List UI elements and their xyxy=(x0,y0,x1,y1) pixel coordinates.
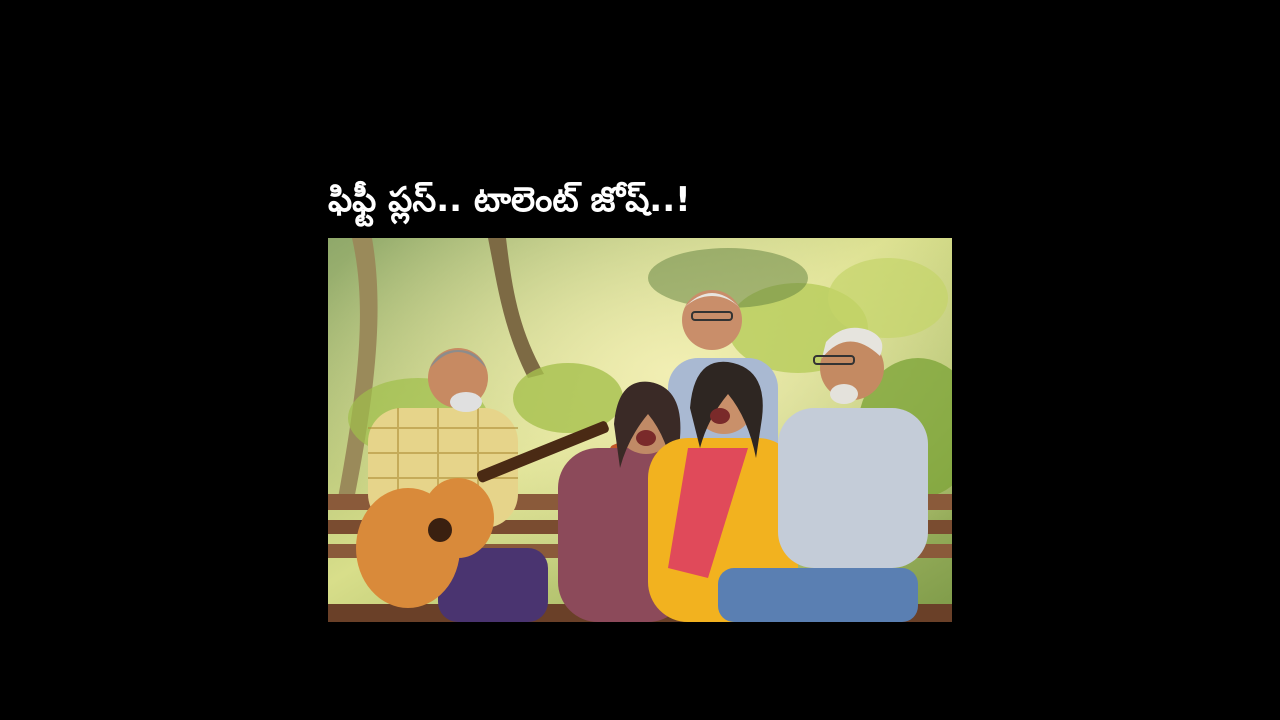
page-title: ఫిఫ్టీ ప్లస్‌.. టాలెంట్‌ జోష్‌..! xyxy=(328,180,691,220)
group-photo xyxy=(328,238,952,622)
